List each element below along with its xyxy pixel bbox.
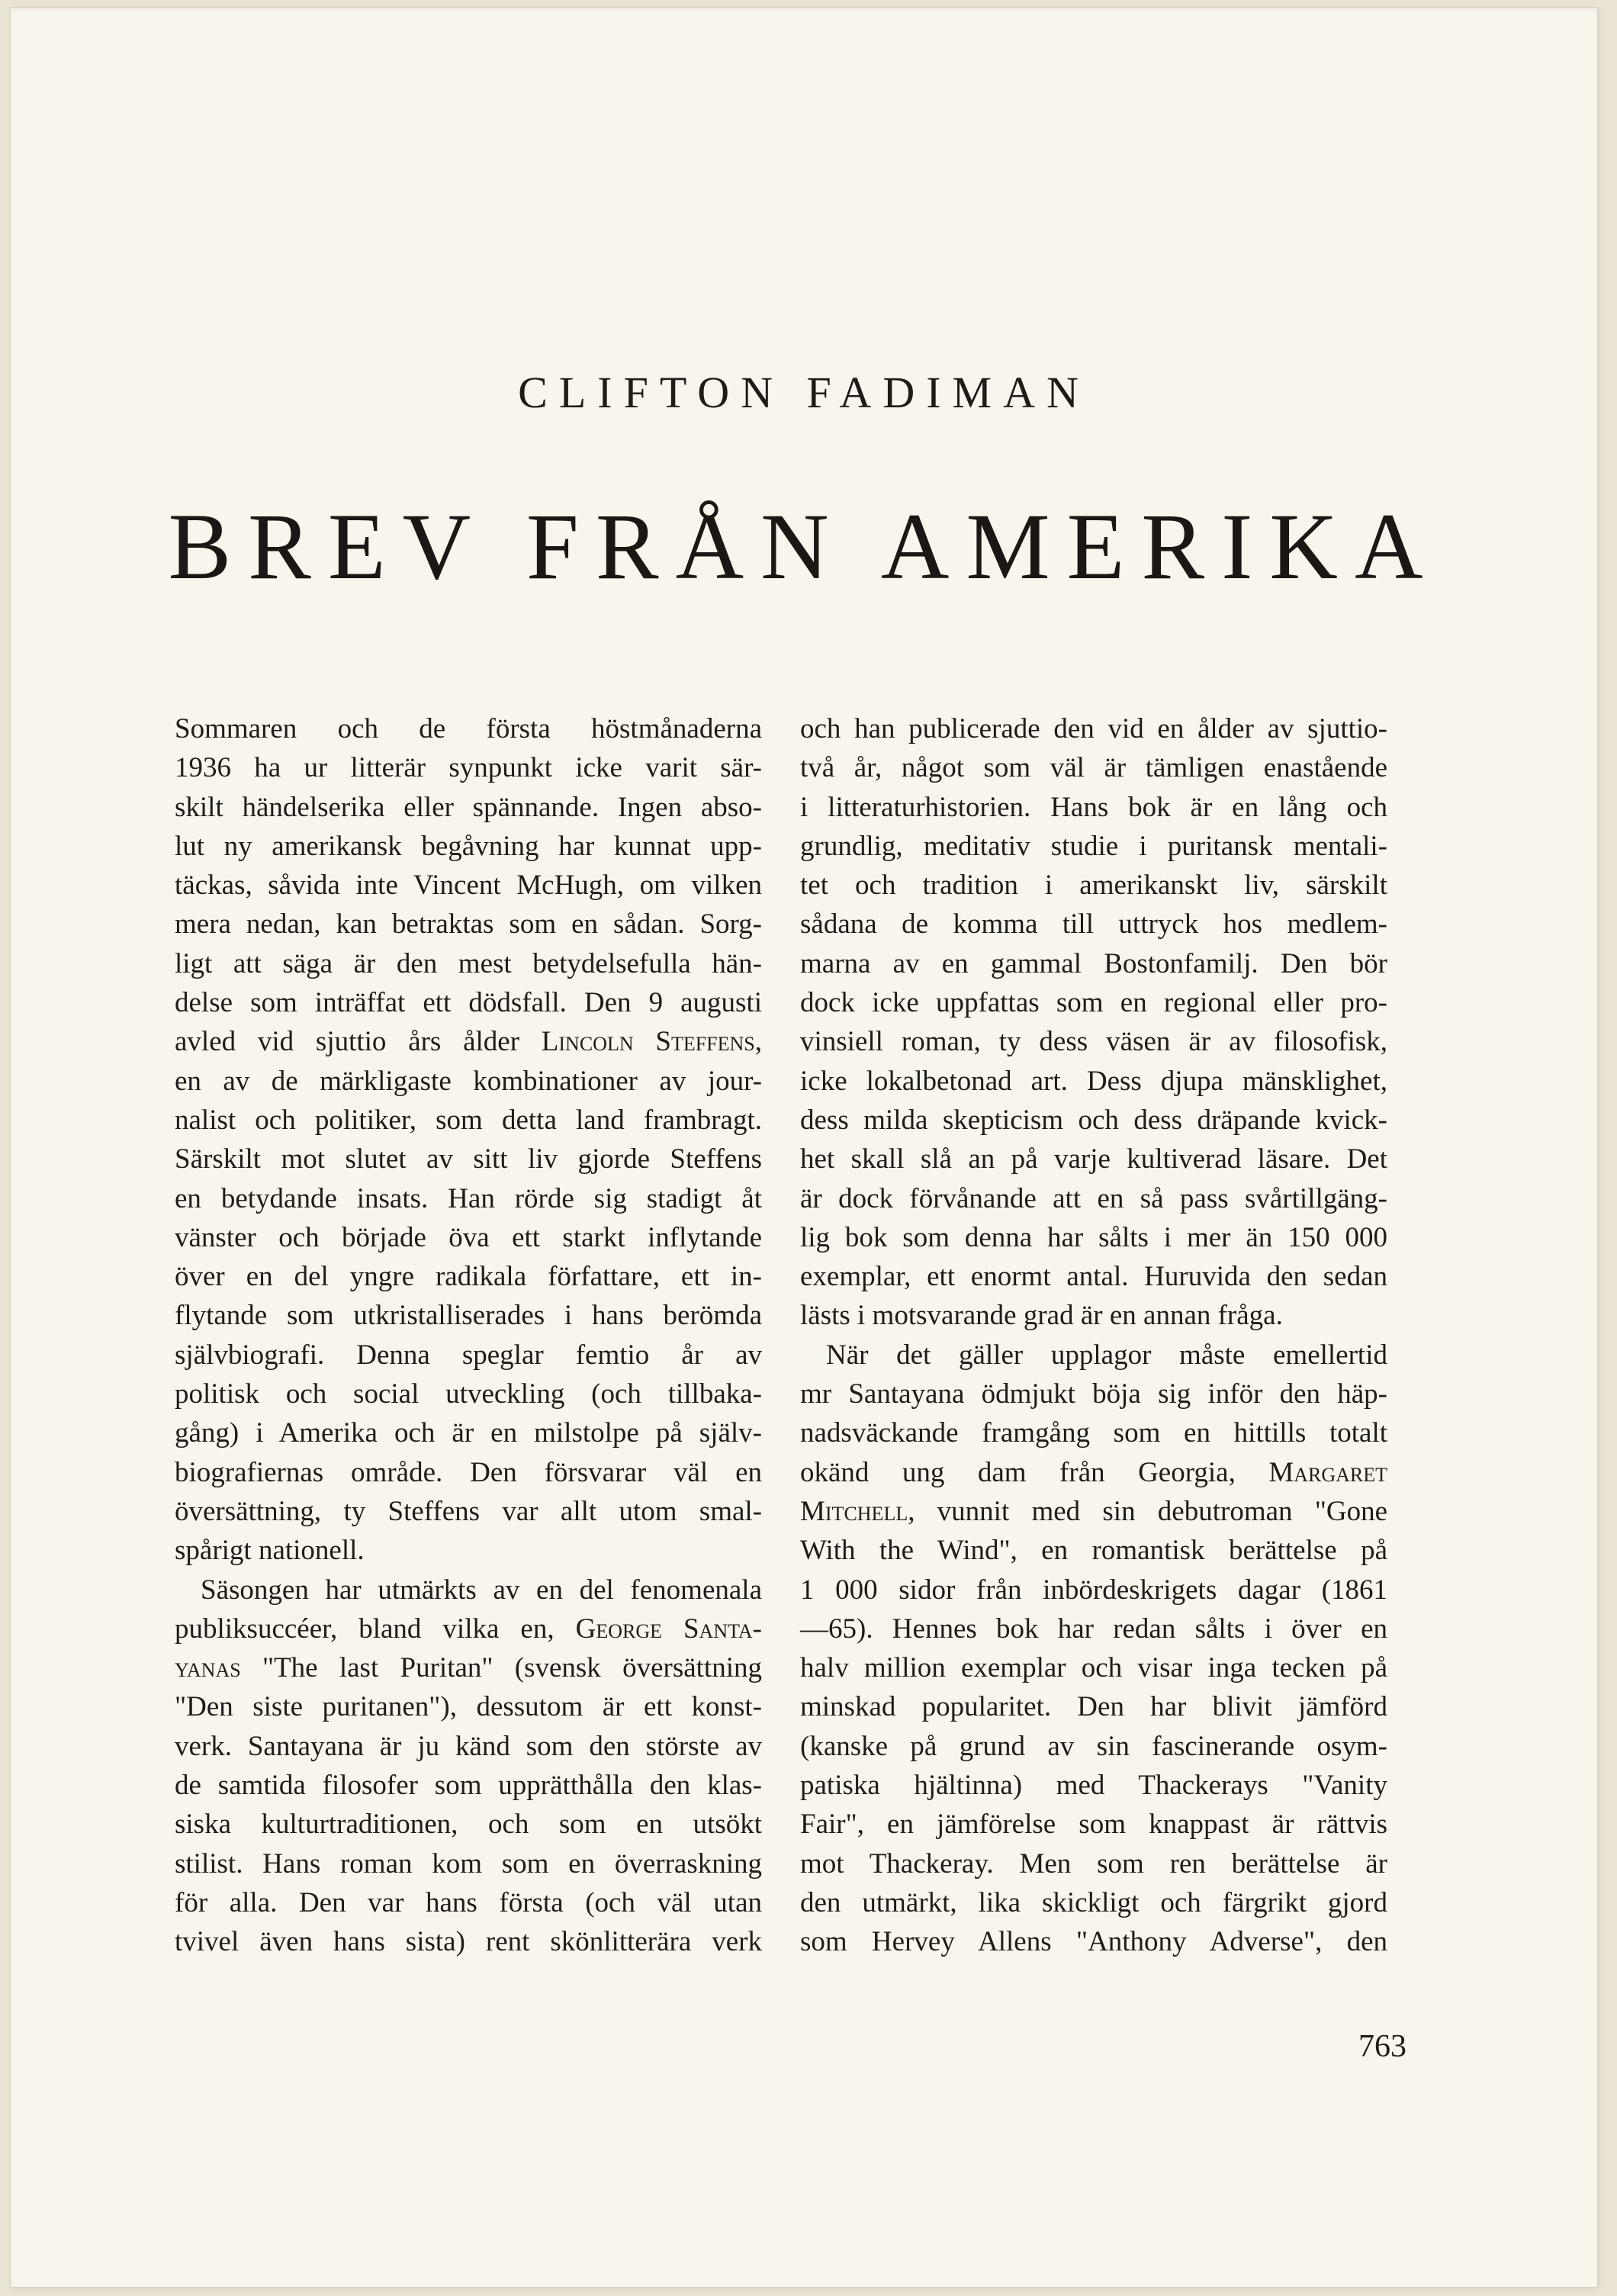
small-caps-name: Mitchell [800,1495,908,1527]
right-column-line: När det gäller upplagor måste emellertid [826,1339,1387,1371]
right-column-line: två år, något som väl är tämligen enastående [800,752,1387,784]
left-column-line: biografiernas område. Den försvarar väl en [175,1456,762,1488]
right-column [800,709,1387,1962]
left-column-line: en av de märkligaste kombinationer av jour- [175,1065,762,1097]
right-column-line: dock icke uppfattas som en regional eller pro- [800,987,1387,1019]
line-text-before: okänd ung dam från Georgia, [800,1456,1269,1488]
small-caps-name: Margaret [1268,1456,1387,1488]
right-column-line: sådana de komma till uttryck hos medlem- [800,908,1387,941]
left-column-line: täckas, såvida inte Vincent McHugh, om vilken [175,870,762,902]
left-column-line [175,1609,762,1648]
left-column-line: Säsongen har utmärkts av en del fenomenala [201,1574,762,1606]
right-column-line: tet och tradition i amerikanskt liv, särskilt [800,870,1387,902]
left-column-line: "Den siste puritanen"), dessutom är ett konst- [175,1691,762,1723]
right-column-line [800,1453,1387,1492]
left-column-line: vänster och började öva ett starkt inflytande [175,1221,762,1253]
right-column-line: 1 000 sidor från inbördeskrigets dagar (1861 [800,1574,1387,1606]
right-column-line: grundlig, meditativ studie i puritansk mentali- [800,830,1387,862]
left-column-line: mera nedan, kan betraktas som en sådan. Sorg- [175,908,762,941]
right-column-line: vinsiell roman, ty dess väsen är av filosofisk, [800,1026,1387,1058]
left-column-line: politisk och social utveckling (och tillbaka- [175,1378,762,1410]
right-column-line: nadsväckande framgång som en hittills totalt [800,1417,1387,1449]
right-column-line: dess milda skepticism och dess dräpande kvick- [800,1104,1387,1136]
author-name: CLIFTON FADIMAN [518,368,1090,417]
small-caps-name: Lincoln Steffens [541,1026,755,1058]
right-column-line: lästs i motsvarande grad är en annan fråga. [800,1300,1283,1332]
line-text-after: , [754,1026,762,1058]
line-text-before: avled vid sjuttio års ålder [175,1026,542,1058]
right-column-line: mot Thackeray. Men som ren berättelse är [800,1847,1387,1880]
right-column-line: exemplar, ett enormt antal. Huruvida den sedan [800,1261,1387,1293]
left-column-line: gång) i Amerika och är en milstolpe på själv- [175,1417,762,1449]
right-column-line: marna av en gammal Bostonfamilj. Den bör [800,947,1387,979]
right-column-line: het skall slå an på varje kultiverad läsare. Det [800,1143,1387,1175]
left-column-line: 1936 ha ur litterär synpunkt icke varit sär- [175,752,762,784]
left-column-line: översättning, ty Steffens var allt utom smal- [175,1495,762,1527]
left-column-line: ligt att säga är den mest betydelsefulla hän- [175,947,762,979]
left-column-line: flytande som utkristalliserades i hans berömda [175,1300,762,1332]
small-caps-name: yanas [175,1652,241,1684]
left-column-line: Sommaren och de första höstmånaderna [175,713,762,744]
page-top-edge [11,8,1597,12]
right-column-line: halv million exemplar och visar inga tecken på [800,1652,1387,1684]
right-column-line: minskad popularitet. Den har blivit jämförd [800,1691,1387,1723]
right-column-line: som Hervey Allens "Anthony Adverse", den [800,1926,1387,1958]
small-caps-name: George Santa- [575,1613,762,1645]
line-text-after: "The last Puritan" (svensk översättning [240,1652,762,1684]
left-column [175,709,762,1962]
left-column-line: spårigt nationell. [175,1535,365,1567]
page [11,8,1597,2287]
right-column-line: (kanske på grund av sin fascinerande osym- [800,1730,1387,1762]
article-title: BREV FRÅN AMERIKA [168,494,1440,599]
left-column-line: en betydande insats. Han rörde sig stadigt åt [175,1182,762,1214]
right-column-line: lig bok som denna har sålts i mer än 150 000 [800,1221,1387,1253]
left-column-line: för alla. Den var hans första (och väl utan [175,1886,762,1918]
left-column-line: tvivel även hans sista) rent skönlitterära verk [175,1926,762,1958]
right-column-line: den utmärkt, lika skickligt och färgrikt gjord [800,1886,1387,1918]
line-text-after: , vunnit med sin debutroman "Gone [908,1495,1387,1527]
right-column-line: —65). Hennes bok har redan sålts i över en [800,1613,1387,1645]
left-column-line [175,1648,762,1687]
right-column-line: i litteraturhistorien. Hans bok är en lång och [800,791,1387,823]
right-column-line: Fair", en jämförelse som knappast är rättvis [800,1809,1387,1841]
left-column-line: nalist och politiker, som detta land frambragt. [175,1104,762,1136]
page-number: 763 [1358,2029,1406,2064]
left-column-line: lut ny amerikansk begåvning har kunnat upp- [175,830,762,862]
right-column-line: är dock förvånande att en så pass svårtillgäng- [800,1182,1387,1214]
left-column-line: siska kulturtraditionen, och som en utsökt [175,1809,762,1841]
left-column-line: över en del yngre radikala författare, ett in- [175,1261,762,1293]
right-column-line: mr Santayana ödmjukt böja sig inför den häp- [800,1378,1387,1410]
right-column-line: With the Wind", en romantisk berättelse på [800,1535,1387,1567]
left-column-line: självbiografi. Denna speglar femtio år av [175,1339,762,1371]
left-column-line: Särskilt mot slutet av sitt liv gjorde Steffens [175,1143,762,1175]
right-column-line: och han publicerade den vid en ålder av sjuttio- [800,713,1387,744]
left-column-line: stilist. Hans roman kom som en överraskning [175,1847,762,1880]
left-column-line: delse som inträffat ett dödsfall. Den 9 augusti [175,987,762,1019]
left-column-line: skilt händelserika eller spännande. Ingen abso- [175,791,762,823]
left-column-line [175,1022,762,1061]
left-column-line: verk. Santayana är ju känd som den störste av [175,1730,762,1762]
right-column-line [800,1492,1387,1531]
right-column-line: icke lokalbetonad art. Dess djupa mänsklighet, [800,1065,1387,1097]
line-text-before: publiksuccéer, bland vilka en, [175,1613,576,1645]
left-column-line: de samtida filosofer som upprätthålla den klas- [175,1770,762,1802]
right-column-line: patiska hjältinna) med Thackerays "Vanity [800,1770,1387,1802]
